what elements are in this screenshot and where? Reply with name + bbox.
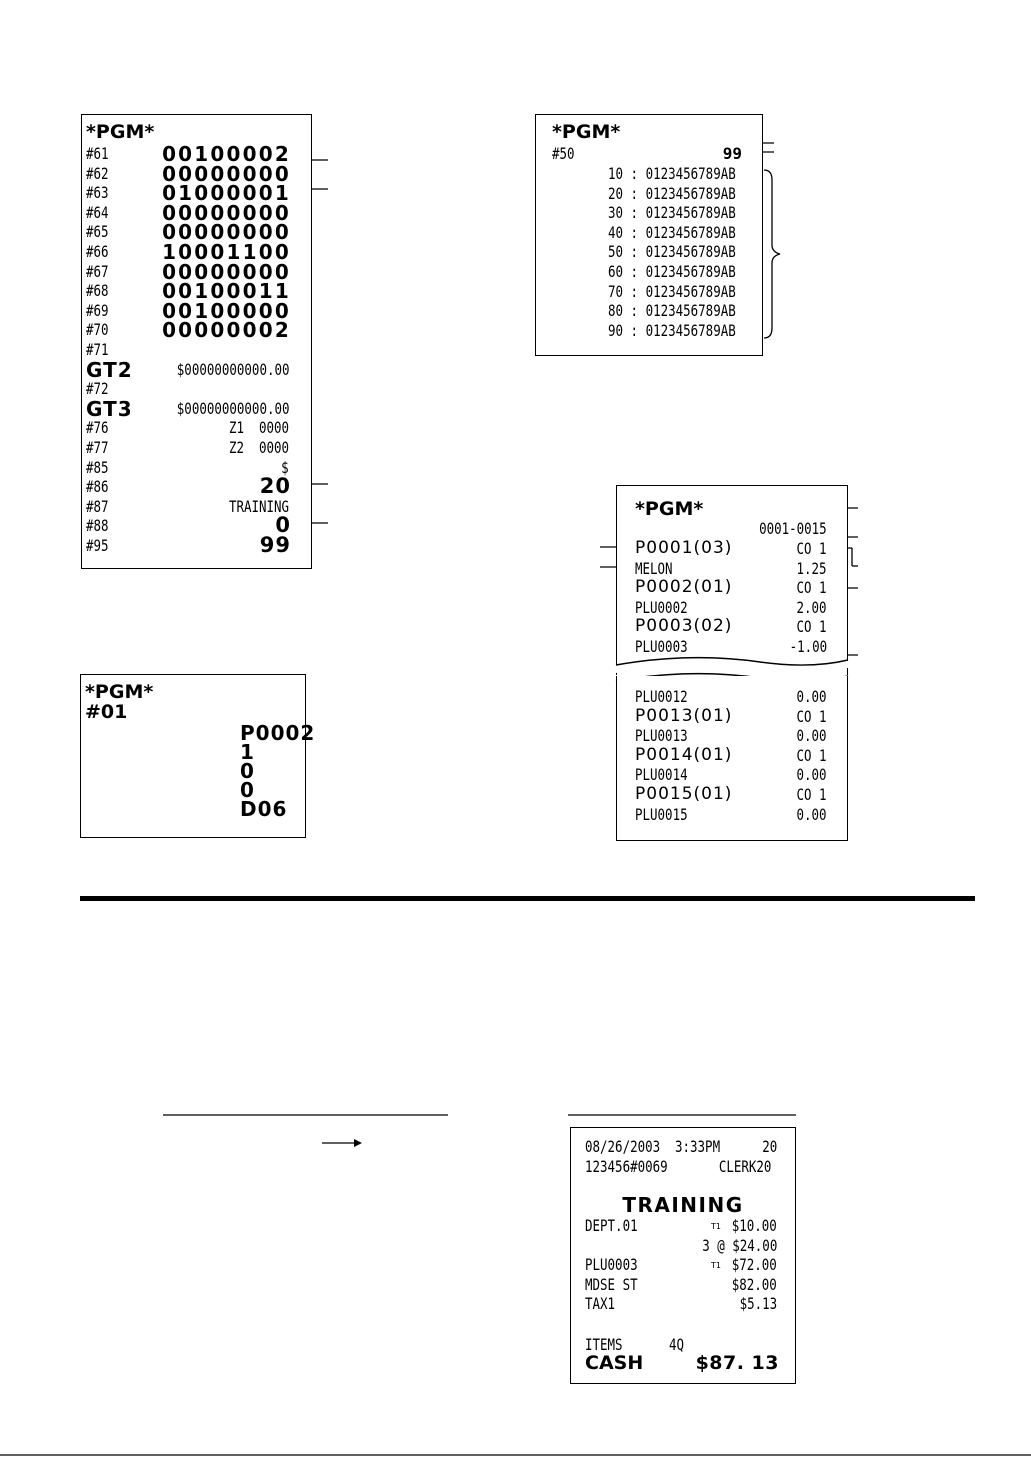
- receipt-row-value: 00100002: [162, 142, 291, 166]
- receipt-row-label: GT3: [86, 396, 133, 421]
- receipt-header: *PGM*: [86, 121, 155, 143]
- receipt-row-value: 0.00: [796, 765, 827, 785]
- receipt-range: 0001-0015: [759, 519, 827, 538]
- receipt-line-value: 3 @ $24.00: [701, 1235, 777, 1255]
- receipt-row-value: 00000000: [162, 161, 291, 186]
- receipt-row-label: #86: [86, 477, 109, 497]
- receipt-row-label: #85: [86, 457, 109, 477]
- receipt-value: 0: [240, 759, 255, 783]
- receipt-row-value: 0.00: [796, 726, 827, 746]
- receipt-row-label: #71: [86, 340, 109, 359]
- receipt-cash-label: CASH: [585, 1352, 644, 1374]
- receipt-row-label: PLU0002: [635, 597, 688, 617]
- receipt-value: P0002: [240, 721, 316, 745]
- receipt-row-value: CO 1: [796, 745, 827, 765]
- receipt-header: *PGM*: [552, 121, 621, 143]
- receipt-row-label: #63: [86, 183, 109, 203]
- receipt-training-sale: [570, 1127, 796, 1384]
- receipt-value: 1: [240, 740, 255, 764]
- receipt-value: 0: [240, 778, 255, 802]
- receipt-time: 3:33PM: [675, 1137, 721, 1156]
- receipt-line-value: $10.00: [731, 1216, 777, 1235]
- receipt-row-label: PLU0015: [635, 804, 688, 824]
- receipt-row-label: #67: [86, 261, 109, 281]
- receipt-row-label: #76: [86, 418, 109, 438]
- receipt-row-label: P0013(01): [635, 705, 733, 726]
- receipt-cash-value: $87. 13: [695, 1352, 779, 1374]
- receipt-row-label: P0014(01): [635, 744, 733, 765]
- receipt-row-value: 0: [275, 513, 291, 538]
- receipt-date: 08/26/2003: [585, 1137, 661, 1156]
- receipt-row-label: #77: [86, 438, 109, 457]
- receipt-line-label: TAX1: [585, 1294, 616, 1314]
- receipt-row-value: 00000000: [162, 200, 291, 225]
- receipt-clerk: CLERK20: [718, 1157, 771, 1176]
- receipt-row: 70 : 0123456789AB: [608, 281, 736, 301]
- receipt-line-label: DEPT.01: [585, 1216, 638, 1235]
- receipt-row: 30 : 0123456789AB: [608, 203, 736, 223]
- receipt-tax-flag: T1: [711, 1261, 721, 1271]
- receipt-items-value: 4Q: [669, 1335, 685, 1354]
- receipt-row-value: 00000002: [162, 318, 291, 343]
- receipt-row: 10 : 0123456789AB: [608, 164, 736, 183]
- receipt-row-value: 0.00: [796, 687, 827, 706]
- receipt-line-value: $5.13: [739, 1294, 777, 1314]
- receipt-row-label: #87: [86, 496, 109, 516]
- receipt-row-value: $00000000000.00: [176, 398, 289, 418]
- receipt-code: #01: [85, 701, 128, 723]
- receipt-line-value: $82.00: [731, 1274, 777, 1294]
- receipt-row-label: MELON: [635, 558, 673, 578]
- receipt-row-value: CO 1: [796, 617, 827, 637]
- receipt-row-label: #69: [86, 300, 109, 320]
- receipt-row: 90 : 0123456789AB: [608, 320, 736, 340]
- receipt-line-value: $72.00: [731, 1255, 777, 1275]
- receipt-row-label: #68: [86, 281, 109, 301]
- receipt-row-label: P0015(01): [635, 784, 733, 804]
- receipt-row-value: $: [281, 457, 289, 477]
- receipt-row-label: #95: [86, 536, 109, 555]
- receipt-row-label: #62: [86, 163, 109, 183]
- receipt-row-value: CO 1: [796, 539, 827, 558]
- receipt-row-label: #70: [86, 320, 109, 340]
- receipt-row-label: GT2: [86, 357, 133, 382]
- receipt-header: *PGM*: [85, 681, 154, 703]
- receipt-row-value: 0.00: [796, 804, 827, 824]
- receipt-row-value: 00100011: [162, 279, 291, 304]
- receipt-row-value: CO 1: [796, 578, 827, 598]
- receipt-row-label: #72: [86, 379, 109, 399]
- receipt-row-label: P0003(02): [635, 616, 733, 637]
- receipt-row-value: Z1 0000: [228, 418, 289, 438]
- receipt-row-label: #61: [86, 144, 109, 163]
- receipt-row-label: PLU0013: [635, 726, 688, 746]
- receipt-row-label: #88: [86, 516, 109, 536]
- receipt-row-value: CO 1: [796, 706, 827, 726]
- receipt-row-value: 99: [259, 533, 291, 557]
- receipt-number: 20: [761, 1137, 777, 1156]
- receipt-plu-list-bottom: [616, 676, 848, 841]
- receipt-row-label: P0002(01): [635, 577, 733, 598]
- receipt-row-value: 2.00: [796, 597, 827, 617]
- receipt-row-label: #65: [86, 222, 109, 242]
- receipt-row-label: PLU0003: [635, 637, 688, 656]
- receipt-row-label: P0001(03): [635, 538, 733, 558]
- receipt-row-value: 10001100: [162, 240, 291, 264]
- receipt-row-value: 01000001: [162, 181, 291, 206]
- receipt-row: 60 : 0123456789AB: [608, 262, 736, 281]
- receipt-mode: TRAINING: [622, 1193, 744, 1217]
- receipt-value: D06: [240, 797, 288, 821]
- receipt-id: 123456#0069: [585, 1157, 668, 1176]
- receipt-row-value: $00000000000.00: [176, 359, 289, 379]
- receipt-row-value: 1.25: [796, 558, 827, 578]
- receipt-row-value: 00000000: [162, 259, 291, 284]
- receipt-row-label: #64: [86, 202, 109, 222]
- receipt-line-label: MDSE ST: [585, 1274, 638, 1294]
- receipt-header: *PGM*: [635, 498, 704, 520]
- receipt-items-label: ITEMS: [585, 1335, 623, 1354]
- receipt-row-label: PLU0014: [635, 765, 688, 785]
- receipt-row: 50 : 0123456789AB: [608, 242, 736, 262]
- receipt-row: 40 : 0123456789AB: [608, 222, 736, 242]
- receipt-row-label: PLU0012: [635, 687, 688, 706]
- receipt-row-value: 20: [259, 474, 291, 499]
- receipt-row-value: TRAINING: [228, 496, 289, 516]
- receipt-row-value: CO 1: [796, 785, 827, 804]
- receipt-row-value: -1.00: [789, 637, 827, 656]
- receipt-row-value: 00100000: [162, 298, 291, 323]
- receipt-code: #50: [552, 144, 575, 163]
- receipt-row-value: 00000000: [162, 220, 291, 245]
- receipt-row-value: Z2 0000: [228, 438, 289, 457]
- receipt-row-label: #66: [86, 242, 109, 261]
- receipt-tax-flag: T1: [711, 1222, 721, 1231]
- receipt-count: 99: [722, 144, 742, 163]
- receipt-row: 20 : 0123456789AB: [608, 183, 736, 203]
- receipt-line-label: PLU0003: [585, 1255, 638, 1275]
- receipt-row: 80 : 0123456789AB: [608, 301, 736, 321]
